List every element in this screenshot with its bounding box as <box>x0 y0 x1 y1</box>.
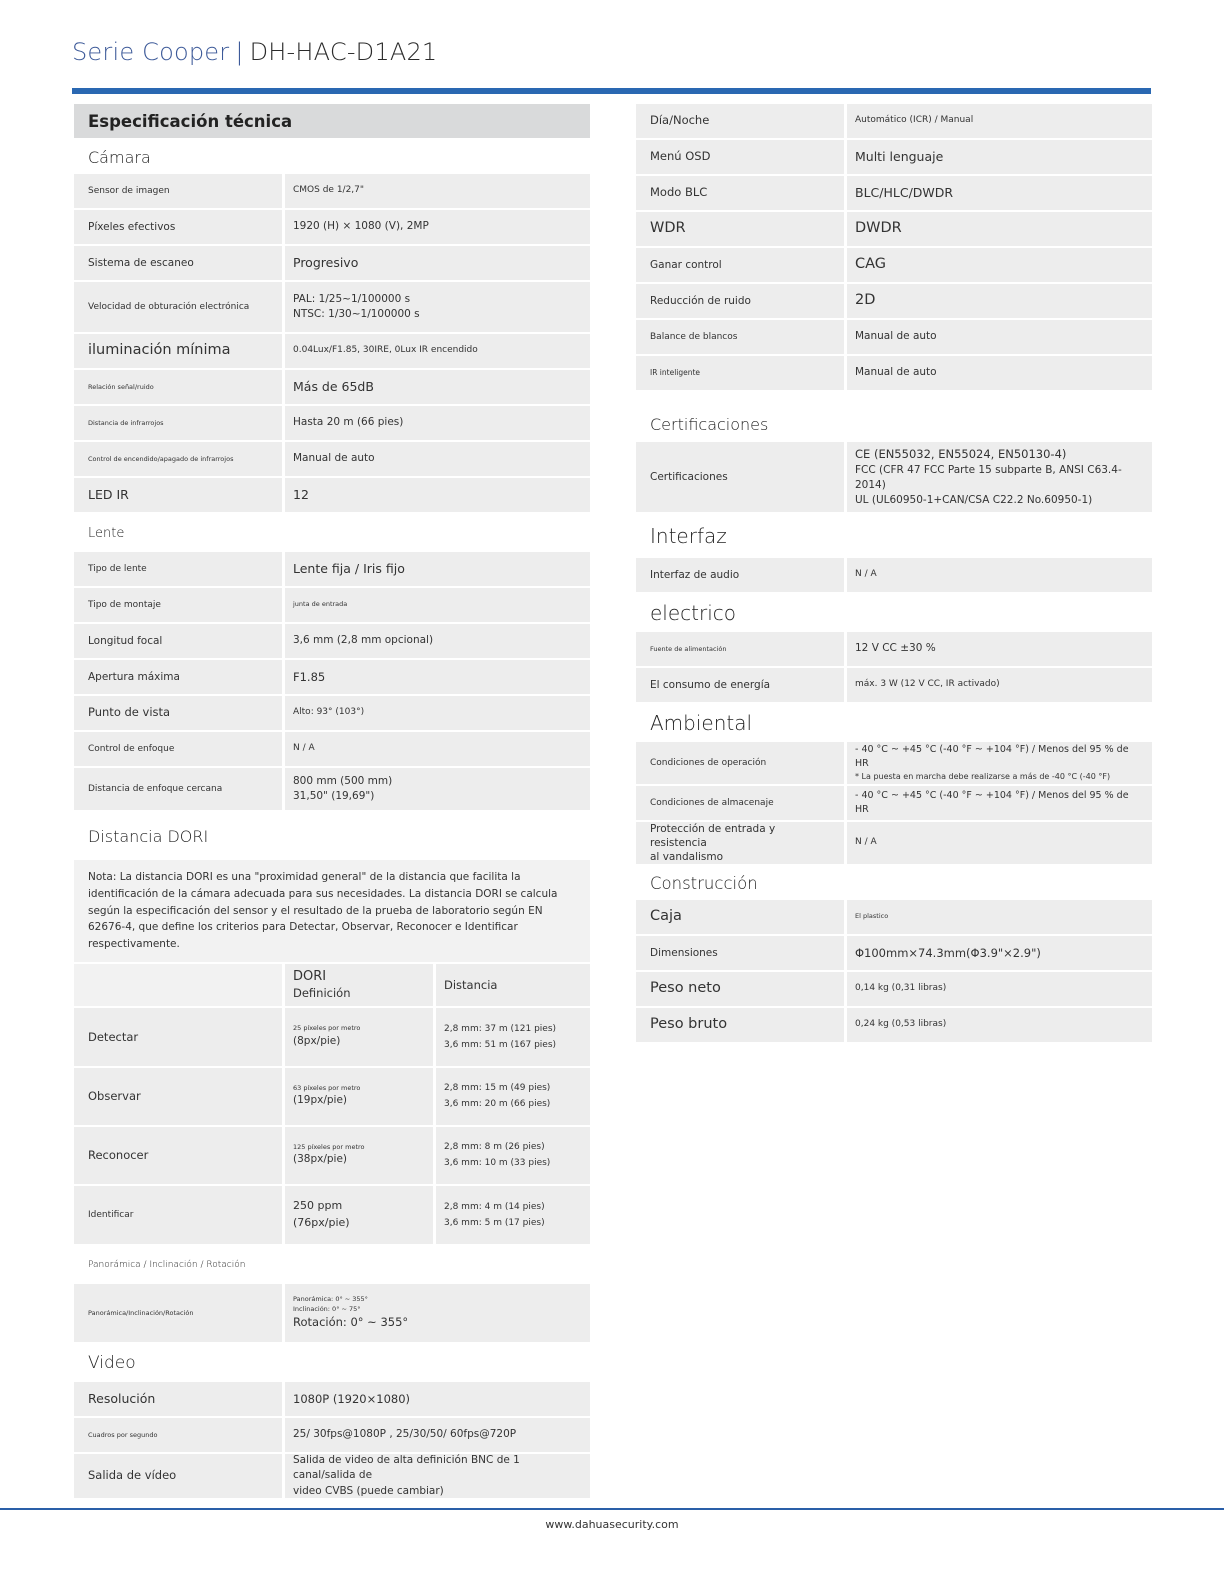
dori-definition <box>285 1008 433 1066</box>
spec-key: Píxeles efectivos <box>74 210 282 244</box>
spec-key: Apertura máxima <box>74 660 282 694</box>
dori-definition-line: (76px/pie) <box>293 1215 350 1229</box>
spec-value: BLC/HLC/DWDR <box>847 176 1152 210</box>
spec-row <box>636 900 1152 934</box>
spec-row <box>636 320 1152 354</box>
spec-value <box>285 282 590 332</box>
spec-value: Lente fija / Iris fijo <box>285 552 590 586</box>
spec-row <box>636 742 1152 784</box>
spec-key: Panorámica/Inclinación/Rotación <box>74 1284 282 1342</box>
dori-definition-line: 25 píxeles por metro <box>293 1024 361 1033</box>
spec-key: WDR <box>636 212 844 246</box>
spec-value-line: 31,50" (19,69") <box>293 790 375 802</box>
spec-value <box>847 442 1152 512</box>
dori-name: Observar <box>74 1068 282 1125</box>
spec-row <box>636 936 1152 970</box>
spec-key: iluminación mínima <box>74 334 282 368</box>
dori-definition <box>285 1068 433 1125</box>
spec-value-line: Inclinación: 0° ~ 75° <box>293 1305 361 1314</box>
spec-value-line: PAL: 1/25~1/100000 s <box>293 292 411 305</box>
spec-row <box>636 356 1152 390</box>
spec-row <box>636 972 1152 1006</box>
series-name: Serie Cooper <box>72 38 230 66</box>
spec-row <box>74 174 590 208</box>
spec-row <box>74 696 590 730</box>
spec-value: CMOS de 1/2,7" <box>285 174 590 208</box>
spec-key: Velocidad de obturación electrónica <box>74 282 282 332</box>
spec-row <box>74 552 590 586</box>
spec-key: Reducción de ruido <box>636 284 844 318</box>
spec-key: Menú OSD <box>636 140 844 174</box>
footer-url[interactable]: www.dahuasecurity.com <box>545 1518 679 1531</box>
dori-definition-line: 63 píxeles por metro <box>293 1083 361 1092</box>
video-heading: Video <box>88 1352 136 1373</box>
construction-heading: Construcción <box>650 873 758 893</box>
environment-heading: Ambiental <box>650 711 753 735</box>
spec-value: 25/ 30fps@1080P , 25/30/50/ 60fps@720P <box>285 1418 590 1452</box>
spec-value: 0,14 kg (0,31 libras) <box>847 972 1152 1006</box>
dori-name: Reconocer <box>74 1127 282 1184</box>
spec-value-line: Panorámica: 0° ~ 355° <box>293 1295 368 1304</box>
dori-table-header <box>74 964 590 1006</box>
dori-row <box>74 1068 590 1125</box>
spec-value: N / A <box>847 558 1152 592</box>
spec-value: Alto: 93° (103°) <box>285 696 590 730</box>
cert-heading: Certificaciones <box>650 414 769 434</box>
spec-key: Caja <box>636 900 844 934</box>
spec-key: Resolución <box>74 1382 282 1416</box>
spec-row <box>74 442 590 476</box>
spec-value: 0,24 kg (0,53 libras) <box>847 1008 1152 1042</box>
dori-name: Detectar <box>74 1008 282 1066</box>
dori-distance <box>436 1008 590 1066</box>
spec-key: Salida de vídeo <box>74 1454 282 1498</box>
spec-row <box>636 104 1152 138</box>
spec-key: LED IR <box>74 478 282 512</box>
spec-value: 12 <box>285 478 590 512</box>
page-header <box>72 38 437 66</box>
spec-key: Control de encendido/apagado de infrarrojos <box>74 442 282 476</box>
left-column <box>74 104 590 1500</box>
spec-key: Sistema de escaneo <box>74 246 282 280</box>
spec-key: Sensor de imagen <box>74 174 282 208</box>
spec-value: 0.04Lux/F1.85, 30IRE, 0Lux IR encendido <box>285 334 590 368</box>
dori-distance-line: 2,8 mm: 4 m (14 pies) <box>444 1201 545 1212</box>
dori-distance-line: 2,8 mm: 15 m (49 pies) <box>444 1083 551 1094</box>
spec-value: Automático (ICR) / Manual <box>847 104 1152 138</box>
spec-value: junta de entrada <box>285 588 590 622</box>
spec-key: Interfaz de audio <box>636 558 844 592</box>
electric-heading: electrico <box>650 601 737 625</box>
spec-value-line: * La puesta en marcha debe realizarse a más de -40 °C (-40 °F) <box>855 771 1111 781</box>
spec-title: Especificación técnica <box>74 104 590 138</box>
spec-value-line: 800 mm (500 mm) <box>293 774 393 787</box>
dori-distance <box>436 1186 590 1244</box>
spec-value: Manual de auto <box>285 442 590 476</box>
dori-distance-line: 3,6 mm: 20 m (66 pies) <box>444 1099 551 1110</box>
spec-value <box>285 768 590 810</box>
spec-value-line: UL (UL60950-1+CAN/CSA C22.2 No.60950-1) <box>855 493 1093 506</box>
spec-value-line: NTSC: 1/30~1/100000 s <box>293 308 420 320</box>
spec-value: Hasta 20 m (66 pies) <box>285 406 590 440</box>
spec-row <box>636 176 1152 210</box>
spec-value: El plastico <box>847 900 1152 934</box>
spec-value-line: Salida de video de alta definición BNC de 1 canal/salida de <box>293 1454 520 1482</box>
dori-col-distance: Distancia <box>436 964 590 1006</box>
dori-definition-line: (38px/pie) <box>293 1153 348 1166</box>
spec-key: Cuadros por segundo <box>74 1418 282 1452</box>
dori-heading: Distancia DORI <box>88 826 209 846</box>
dori-col-definition-line2: Definición <box>293 986 351 1000</box>
spec-row <box>636 668 1152 702</box>
spec-value: DWDR <box>847 212 1152 246</box>
spec-key: Control de enfoque <box>74 732 282 766</box>
spec-key-line: al vandalismo <box>650 851 724 864</box>
spec-key: Tipo de lente <box>74 552 282 586</box>
spec-row <box>74 588 590 622</box>
spec-key: Relación señal/ruido <box>74 370 282 404</box>
spec-row <box>636 632 1152 666</box>
spec-key: Longitud focal <box>74 624 282 658</box>
spec-value-line: CE (EN55032, EN55024, EN50130-4) <box>855 446 1067 461</box>
spec-value <box>285 1454 590 1498</box>
dori-definition-line: 125 píxeles por metro <box>293 1142 365 1151</box>
spec-value: - 40 °C ~ +45 °C (-40 °F ~ +104 °F) / Menos del 95 % de HR <box>847 786 1152 820</box>
spec-key: Dimensiones <box>636 936 844 970</box>
spec-row <box>636 212 1152 246</box>
spec-key: Distancia de infrarrojos <box>74 406 282 440</box>
spec-key: Distancia de enfoque cercana <box>74 768 282 810</box>
spec-value: N / A <box>847 822 1152 864</box>
spec-row <box>636 140 1152 174</box>
spec-row <box>74 334 590 368</box>
spec-value: Más de 65dB <box>285 370 590 404</box>
spec-value: 3,6 mm (2,8 mm opcional) <box>285 624 590 658</box>
spec-row <box>74 1382 590 1416</box>
spec-key: IR inteligente <box>636 356 844 390</box>
spec-value-line: Rotación: 0° ~ 355° <box>293 1315 409 1330</box>
dori-distance-line: 2,8 mm: 37 m (121 pies) <box>444 1023 557 1034</box>
dori-distance-line: 3,6 mm: 10 m (33 pies) <box>444 1158 551 1169</box>
right-column <box>636 104 1152 1044</box>
spec-value: F1.85 <box>285 660 590 694</box>
dori-row <box>74 1127 590 1184</box>
camera-heading: Cámara <box>88 147 151 167</box>
spec-key: Certificaciones <box>636 442 844 512</box>
dori-row <box>74 1186 590 1244</box>
spec-key: Tipo de montaje <box>74 588 282 622</box>
spec-value: Progresivo <box>285 246 590 280</box>
spec-row <box>636 248 1152 282</box>
spec-value <box>285 1284 590 1342</box>
dori-definition-line: 250 ppm <box>293 1199 343 1213</box>
spec-value: máx. 3 W (12 V CC, IR activado) <box>847 668 1152 702</box>
spec-key: Balance de blancos <box>636 320 844 354</box>
spec-row <box>74 624 590 658</box>
spec-value: 1920 (H) × 1080 (V), 2MP <box>285 210 590 244</box>
spec-key: Día/Noche <box>636 104 844 138</box>
dori-definition-line: (19px/pie) <box>293 1094 348 1107</box>
spec-key: Condiciones de operación <box>636 742 844 784</box>
spec-value: 12 V CC ±30 % <box>847 632 1152 666</box>
dori-distance-line: 3,6 mm: 51 m (167 pies) <box>444 1039 557 1050</box>
ptr-heading: Panorámica / Inclinación / Rotación <box>88 1259 246 1270</box>
spec-value-line: FCC (CFR 47 FCC Parte 15 subparte B, ANSI C63.4-2014) <box>855 463 1122 491</box>
spec-row <box>74 732 590 766</box>
spec-key <box>636 822 844 864</box>
spec-value: Φ100mm×74.3mm(Φ3.9"×2.9") <box>847 936 1152 970</box>
model-name: DH-HAC-D1A21 <box>249 38 438 66</box>
spec-row <box>74 246 590 280</box>
spec-row <box>74 768 590 810</box>
spec-key: Modo BLC <box>636 176 844 210</box>
spec-row <box>636 558 1152 592</box>
dori-col-definition-line1: DORI <box>293 969 327 985</box>
spec-key: Ganar control <box>636 248 844 282</box>
dori-header-blank <box>74 964 282 1006</box>
dori-distance <box>436 1127 590 1184</box>
spec-row <box>636 1008 1152 1042</box>
dori-row <box>74 1008 590 1066</box>
spec-value: Multi lenguaje <box>847 140 1152 174</box>
footer-divider <box>0 1508 1224 1510</box>
dori-distance <box>436 1068 590 1125</box>
dori-distance-line: 2,8 mm: 8 m (26 pies) <box>444 1142 545 1153</box>
spec-key-line: Protección de entrada y resistencia <box>650 822 776 849</box>
header-accent-bar <box>72 88 1151 94</box>
interface-heading: Interfaz <box>650 524 727 548</box>
spec-row <box>74 660 590 694</box>
spec-row <box>636 284 1152 318</box>
spec-row <box>74 1454 590 1498</box>
spec-key: Punto de vista <box>74 696 282 730</box>
header-separator: | <box>235 38 244 66</box>
spec-key: Peso neto <box>636 972 844 1006</box>
lens-heading: Lente <box>88 525 125 541</box>
spec-row <box>74 1284 590 1342</box>
spec-value: 2D <box>847 284 1152 318</box>
spec-row <box>636 822 1152 864</box>
spec-value: Manual de auto <box>847 320 1152 354</box>
dori-distance-line: 3,6 mm: 5 m (17 pies) <box>444 1217 545 1228</box>
spec-row <box>636 786 1152 820</box>
spec-value: 1080P (1920×1080) <box>285 1382 590 1416</box>
spec-value: N / A <box>285 732 590 766</box>
spec-row <box>74 1418 590 1452</box>
spec-row <box>74 210 590 244</box>
spec-row <box>74 282 590 332</box>
dori-definition <box>285 1127 433 1184</box>
spec-row <box>74 478 590 512</box>
dori-name: Identificar <box>74 1186 282 1244</box>
spec-value: CAG <box>847 248 1152 282</box>
dori-col-definition <box>285 964 433 1006</box>
dori-definition-line: (8px/pie) <box>293 1034 341 1047</box>
spec-key: Fuente de alimentación <box>636 632 844 666</box>
spec-key: El consumo de energía <box>636 668 844 702</box>
dori-definition <box>285 1186 433 1244</box>
spec-value: Manual de auto <box>847 356 1152 390</box>
spec-row <box>74 406 590 440</box>
spec-row <box>74 370 590 404</box>
spec-key: Peso bruto <box>636 1008 844 1042</box>
spec-value-line: - 40 °C ~ +45 °C (-40 °F ~ +104 °F) / Menos del 95 % de HR <box>855 744 1129 770</box>
spec-value <box>847 742 1152 784</box>
dori-note: Nota: La distancia DORI es una "proximidad general" de la distancia que facilita la identificación de la cámara adecuada para sus necesidades. La distancia DORI se calcula según la especificación del sensor y el resultado de la prueba de laboratorio según EN 62676-4, que define los criterios para Detectar, Observar, Reconocer e Identificar respectivamente. <box>74 860 590 962</box>
spec-row <box>636 442 1152 512</box>
spec-value-line: video CVBS (puede cambiar) <box>293 1484 444 1497</box>
spec-key: Condiciones de almacenaje <box>636 786 844 820</box>
